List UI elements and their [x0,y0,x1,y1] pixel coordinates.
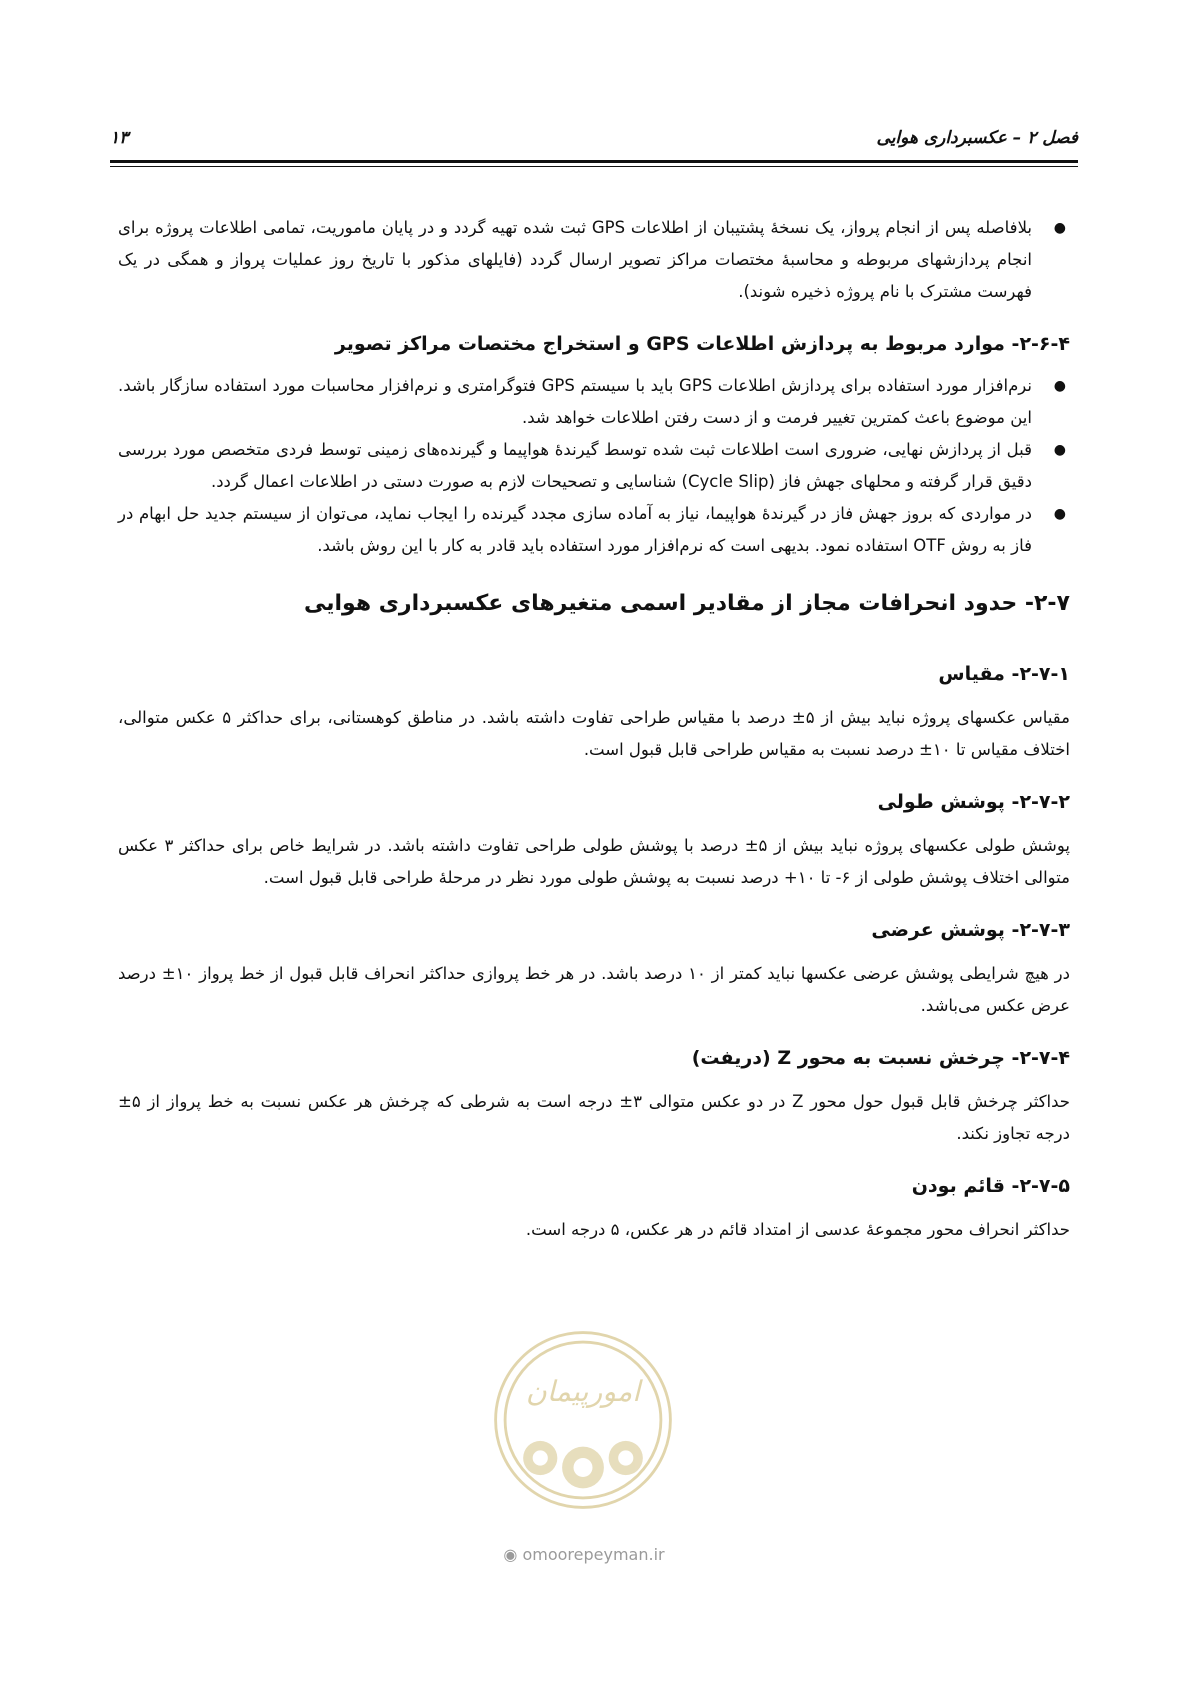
list-item [118,212,1070,308]
subsection-heading-side-overlap: ۲-۷-۳- پوشش عرضی [871,919,1070,941]
subsection-text-verticality: حداکثر انحراف محور مجموعهٔ عدسی از امتداد قائم در هر عکس، ۵ درجه است. [525,1220,1070,1239]
running-header [110,128,1078,148]
chapter-title: فصل ۲ – عکسبرداری هوایی [876,128,1078,148]
list-item-text: قبل از پردازش نهایی، ضروری است اطلاعات ثبت شده توسط گیرندهٔ هواپیما و گیرنده‌های زمینی توسط فردی متخصص مورد بررسی دقیق قرار گرفته و محلهای جهش فاز (Cycle Slip) شناسایی و تصحیحات لازم به صورت دستی در اطلاعات اعمال گردد. [118,440,1032,491]
intro-bullet-list [118,212,1070,308]
bullet-icon: ● [1053,442,1066,458]
subsection-heading-forward-overlap: ۲-۷-۲- پوشش طولی [877,791,1070,813]
list-item [118,370,1070,434]
subsection-heading-drift: ۲-۷-۴- چرخش نسبت به محور Z (دریفت) [691,1047,1070,1069]
gps-bullet-list [118,370,1070,562]
subsection-text-forward-overlap: پوشش طولی عکسهای پروژه نباید بیش از ۵± درصد با پوشش طولی طراحی تفاوت داشته باشد. در شرایط خاص برای حداکثر ۳ عکس متوالی اختلاف پوشش طولی از ۶- تا ۱۰+ درصد نسبت به پوشش طولی مورد نظر در مرحلهٔ طراحی قابل قبول است. [118,836,1070,887]
list-item-text: در مواردی که بروز جهش فاز در گیرندهٔ هواپیما، نیاز به آماده سازی مجدد گیرنده را ایجاب نماید، می‌توان از سیستم جدید حل ابهام در فاز به روش OTF استفاده نمود. بدیهی است که نرم‌افزار مورد استفاده باید قادر به کار با این روش باشد. [118,504,1032,555]
section-heading-2-7: ۲-۷- حدود انحرافات مجاز از مقادیر اسمی متغیرهای عکسبرداری هوایی [304,591,1070,616]
subsection-text-scale: مقیاس عکسهای پروژه نباید بیش از ۵± درصد با مقیاس طراحی تفاوت داشته باشد. در مناطق کوهستانی، برای حداکثر ۵ عکس متوالی، اختلاف مقیاس تا ۱۰± درصد نسبت به مقیاس طراحی قابل قبول است. [118,708,1070,759]
section-heading-2-6-4: ۲-۶-۴- موارد مربوط به پردازش اطلاعات GPS و استخراج مختصات مراکز تصویر [334,333,1070,355]
watermark-logo-text: امورپیمان [525,1375,641,1408]
watermark-url [484,1545,684,1564]
subsection-heading-verticality: ۲-۷-۵- قائم بودن [911,1175,1070,1197]
page-number: ۱۳ [110,128,129,148]
subsection-text-side-overlap: در هیچ شرایطی پوشش عرضی عکسها نباید کمتر از ۱۰ درصد باشد. در هر خط پروازی حداکثر انحراف قابل قبول از خط پرواز ۱۰± درصد عرض عکس می‌باشد. [118,964,1070,1015]
list-item [118,498,1070,562]
list-item [118,434,1070,498]
subsection-text-drift: حداکثر چرخش قابل قبول حول محور Z در دو عکس متوالی ۳± درجه است به شرطی که چرخش هر عکس نسبت به خط پرواز از ۵± درجه تجاوز نکند. [118,1092,1070,1143]
watermark-url-text: omoorepeyman.ir [522,1545,665,1564]
bullet-icon: ● [1053,220,1066,236]
watermark-logo-icon [488,1325,678,1515]
list-item-text: بلافاصله پس از انجام پرواز، یک نسخهٔ پشتیبان از اطلاعات GPS ثبت شده تهیه گردد و در پایان ماموریت، تمامی اطلاعات پروژه برای انجام پردازشهای مربوطه و محاسبهٔ مختصات مراکز تصویر ارسال گردد (فایلهای مذکور با تاریخ روز عملیات پرواز و همگی در یک فهرست مشترک با نام پروژه ذخیره شوند). [118,218,1033,301]
bullet-icon: ● [1053,506,1066,522]
globe-icon: ◉ [503,1545,518,1564]
bullet-icon: ● [1053,378,1066,394]
list-item-text: نرم‌افزار مورد استفاده برای پردازش اطلاعات GPS باید با سیستم GPS فتوگرامتری و نرم‌افزار محاسبات مورد استفاده سازگار باشد. این موضوع باعث کمترین تغییر فرمت و از دست رفتن اطلاعات خواهد شد. [118,376,1032,427]
page-content [118,212,1070,1266]
header-rule [110,160,1078,167]
subsection-heading-scale: ۲-۷-۱- مقیاس [938,663,1070,685]
